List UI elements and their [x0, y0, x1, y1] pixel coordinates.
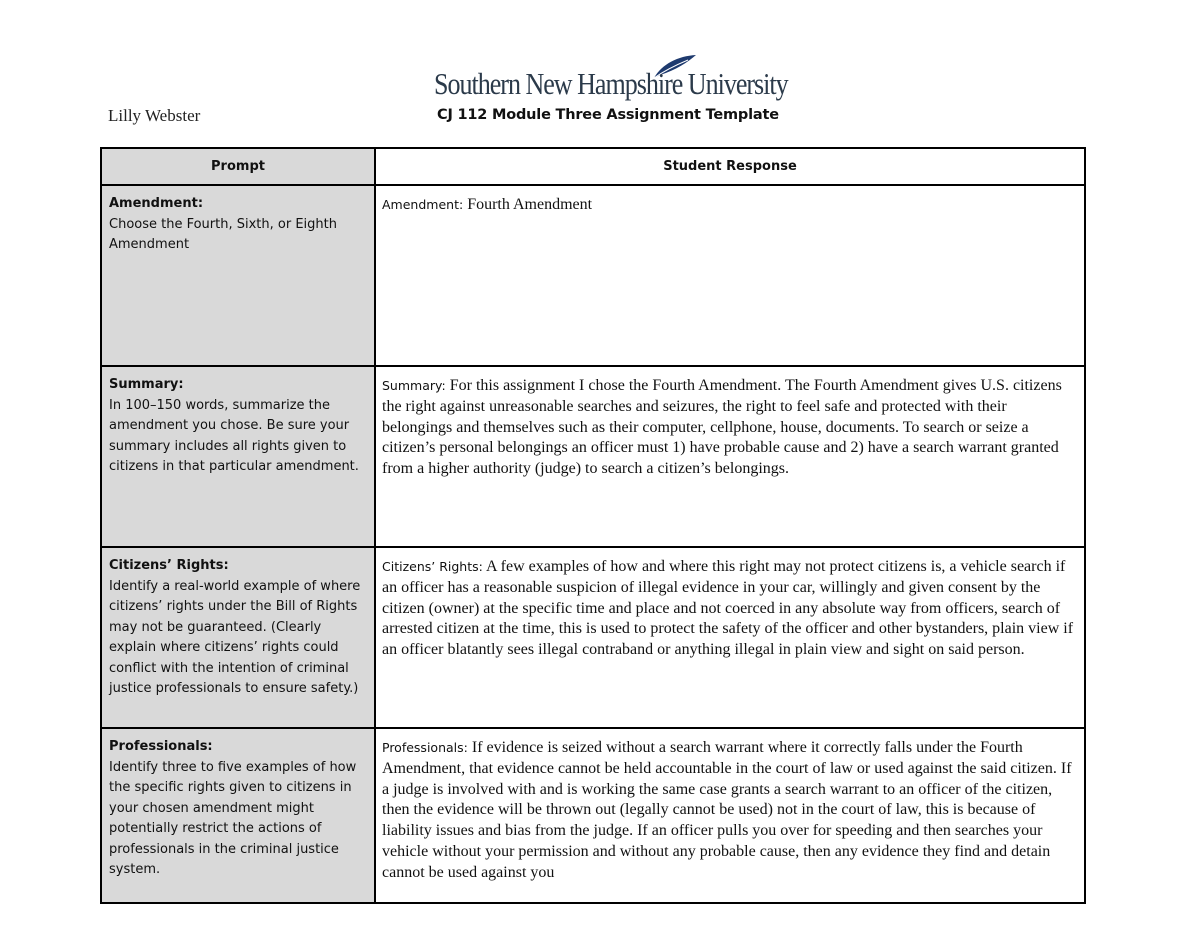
prompt-body: Choose the Fourth, Sixth, or Eighth Amendment — [109, 216, 337, 252]
prompt-cell — [101, 728, 375, 903]
prompt-cell — [101, 547, 375, 728]
prompt-body: In 100–150 words, summarize the amendment you chose. Be sure your summary includes all rights given to citizens in that particular amendment. — [109, 397, 359, 474]
document-title: CJ 112 Module Three Assignment Template — [437, 107, 779, 123]
prompt-cell — [101, 366, 375, 547]
response-cell[interactable] — [375, 728, 1085, 903]
prompt-title: Citizens’ Rights: — [109, 558, 229, 573]
prompt-column-header: Prompt — [101, 148, 375, 185]
table-row-amendment — [101, 185, 1085, 366]
prompt-cell — [101, 185, 375, 366]
response-text: If evidence is seized without a search warrant where it correctly falls under the Fourth Amendment, that evidence cannot be held accountable in the court of law or used against the said citizen. If a judge is involved with and is working the same case grants a search warrant to an officer of the citizen, then the evidence will be thrown out (legally cannot be used) not in the court of law, this is because of liability issues and bias from the judge. If an officer pulls you over for speeding and then searches your vehicle without your permission and without any probable cause, then any evidence they find and detain cannot be used against you — [382, 739, 1072, 881]
prompt-body: Identify a real-world example of where citizens’ rights under the Bill of Rights may not be guaranteed. (Clearly explain where citizens’ rights could conflict with the intention of criminal justice professionals to ensure safety.) — [109, 578, 361, 696]
table-row-citizens-rights — [101, 547, 1085, 728]
response-text: Fourth Amendment — [463, 196, 593, 213]
prompt-title: Amendment: — [109, 196, 204, 211]
response-cell[interactable] — [375, 547, 1085, 728]
response-label: Amendment: — [382, 197, 464, 212]
response-label: Professionals: — [382, 740, 468, 755]
response-text: For this assignment I chose the Fourth Amendment. The Fourth Amendment gives U.S. citizens the right against unreasonable searches and seizures, the right to feel safe and protected with their belongings and themselves such as their computer, cellphone, house, documents. To search or seize a citizen’s personal belongings an officer must 1) have probable cause and 2) have a search warrant granted from a higher authority (judge) to search a citizen’s belongings. — [382, 377, 1062, 478]
response-text: A few examples of how and where this right may not protect citizens is, a vehicle search if an officer has a reasonable suspicion of illegal evidence in your car, willingly and given consent by the citizen (owner) at the specific time and place and not coerced in any absolute way from officers, search of arrested citizen at the time, this is used to protect the safety of the officer and other bystanders, plain view if an officer blatantly sees illegal contraband or anything illegal in plain view and sight on said person. — [382, 558, 1074, 659]
prompt-title: Professionals: — [109, 739, 213, 754]
university-logo — [430, 54, 788, 106]
response-label: Citizens’ Rights: — [382, 559, 483, 574]
table-row-professionals — [101, 728, 1085, 903]
prompt-body: Identify three to five examples of how the specific rights given to citizens in your chosen amendment might potentially restrict the actions of professionals in the criminal justice system. — [109, 759, 357, 877]
author-name: Lilly Webster — [108, 106, 201, 125]
response-cell[interactable] — [375, 185, 1085, 366]
assignment-table — [100, 147, 1086, 904]
response-column-header: Student Response — [375, 148, 1085, 185]
table-row-summary — [101, 366, 1085, 547]
prompt-title: Summary: — [109, 377, 184, 392]
university-name: Southern New Hampshire University — [434, 66, 788, 101]
table-header-row — [101, 148, 1085, 185]
response-label: Summary: — [382, 378, 446, 393]
response-cell[interactable] — [375, 366, 1085, 547]
